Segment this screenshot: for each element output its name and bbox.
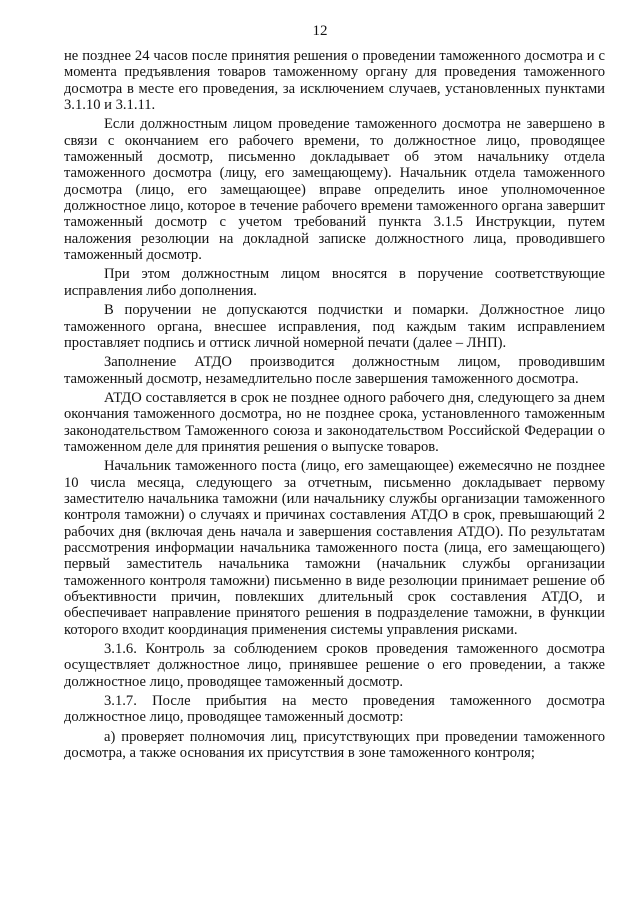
paragraph: АТДО составляется в срок не позднее одного рабочего дня, следующего за днем окончания таможенного досмотра, но не позднее срока, установленного таможенным законодательством Таможенного союза и законодательством Российской Федерации о таможенном деле для принятия решения о выпуске товаров. bbox=[64, 389, 605, 455]
paragraph: 3.1.6. Контроль за соблюдением сроков проведения таможенного досмотра осуществляет должностное лицо, принявшее решение о его проведении, а также должностное лицо, проводящее таможенный досмотр. bbox=[64, 641, 605, 690]
paragraph: Начальник таможенного поста (лицо, его замещающее) ежемесячно не позднее 10 числа месяца, следующего за отчетным, письменно докладывает первому заместителю начальника таможни (или начальнику службы организации таможенного контроля таможни) о случаях и причинах составления АТДО в срок, превышающий 2 рабочих дня (включая день начала и завершения составления АТДО). По результатам рассмотрения информации начальника таможенного поста (лица, его замещающего) первый заместитель начальника таможни (начальник службы организации таможенного контроля таможни) письменно в виде резолюции принимает решение об объективности причин, повлекших длительный срок составления АТДО, и обеспечивает направление принятого решения в подразделение таможни, в функции которого входит координация применения системы управления рисками. bbox=[64, 458, 605, 638]
page-number: 12 bbox=[312, 23, 328, 39]
paragraph: 3.1.7. После прибытия на место проведения таможенного досмотра должностное лицо, проводящее таможенный досмотр: bbox=[64, 693, 605, 726]
paragraph: Если должностным лицом проведение таможенного досмотра не завершено в связи с окончанием его рабочего времени, то должностное лицо, проводящее таможенный досмотр, письменно докладывает об этом начальнику отдела таможенного досмотра (лицу, его замещающему). Начальник отдела таможенного досмотра (лицо, его замещающее) вправе определить иное уполномоченное должностное лицо, которое в течение рабочего времени таможенного органа завершит таможенный досмотр с учетом требований пункта 3.1.5 Инструкции, путем наложения резолюции на докладной записке должностного лица, проводившего таможенный досмотр. bbox=[64, 116, 605, 264]
paragraph: Заполнение АТДО производится должностным лицом, проводившим таможенный досмотр, незамедлительно после завершения таможенного досмотра. bbox=[64, 354, 605, 387]
document-body bbox=[64, 48, 605, 761]
paragraph: В поручении не допускаются подчистки и помарки. Должностное лицо таможенного органа, внесшее исправления, под каждым таким исправлением проставляет подпись и оттиск личной номерной печати (далее – ЛНП). bbox=[64, 302, 605, 351]
paragraph: не позднее 24 часов после принятия решения о проведении таможенного досмотра и с момента предъявления товаров таможенному органу для проведения таможенного досмотра в месте его проведения, за исключением случаев, установленных пунктами 3.1.10 и 3.1.11. bbox=[64, 48, 605, 114]
paragraph: При этом должностным лицом вносятся в поручение соответствующие исправления либо дополнения. bbox=[64, 266, 605, 299]
paragraph: а) проверяет полномочия лиц, присутствующих при проведении таможенного досмотра, а также основания их присутствия в зоне таможенного контроля; bbox=[64, 728, 605, 762]
